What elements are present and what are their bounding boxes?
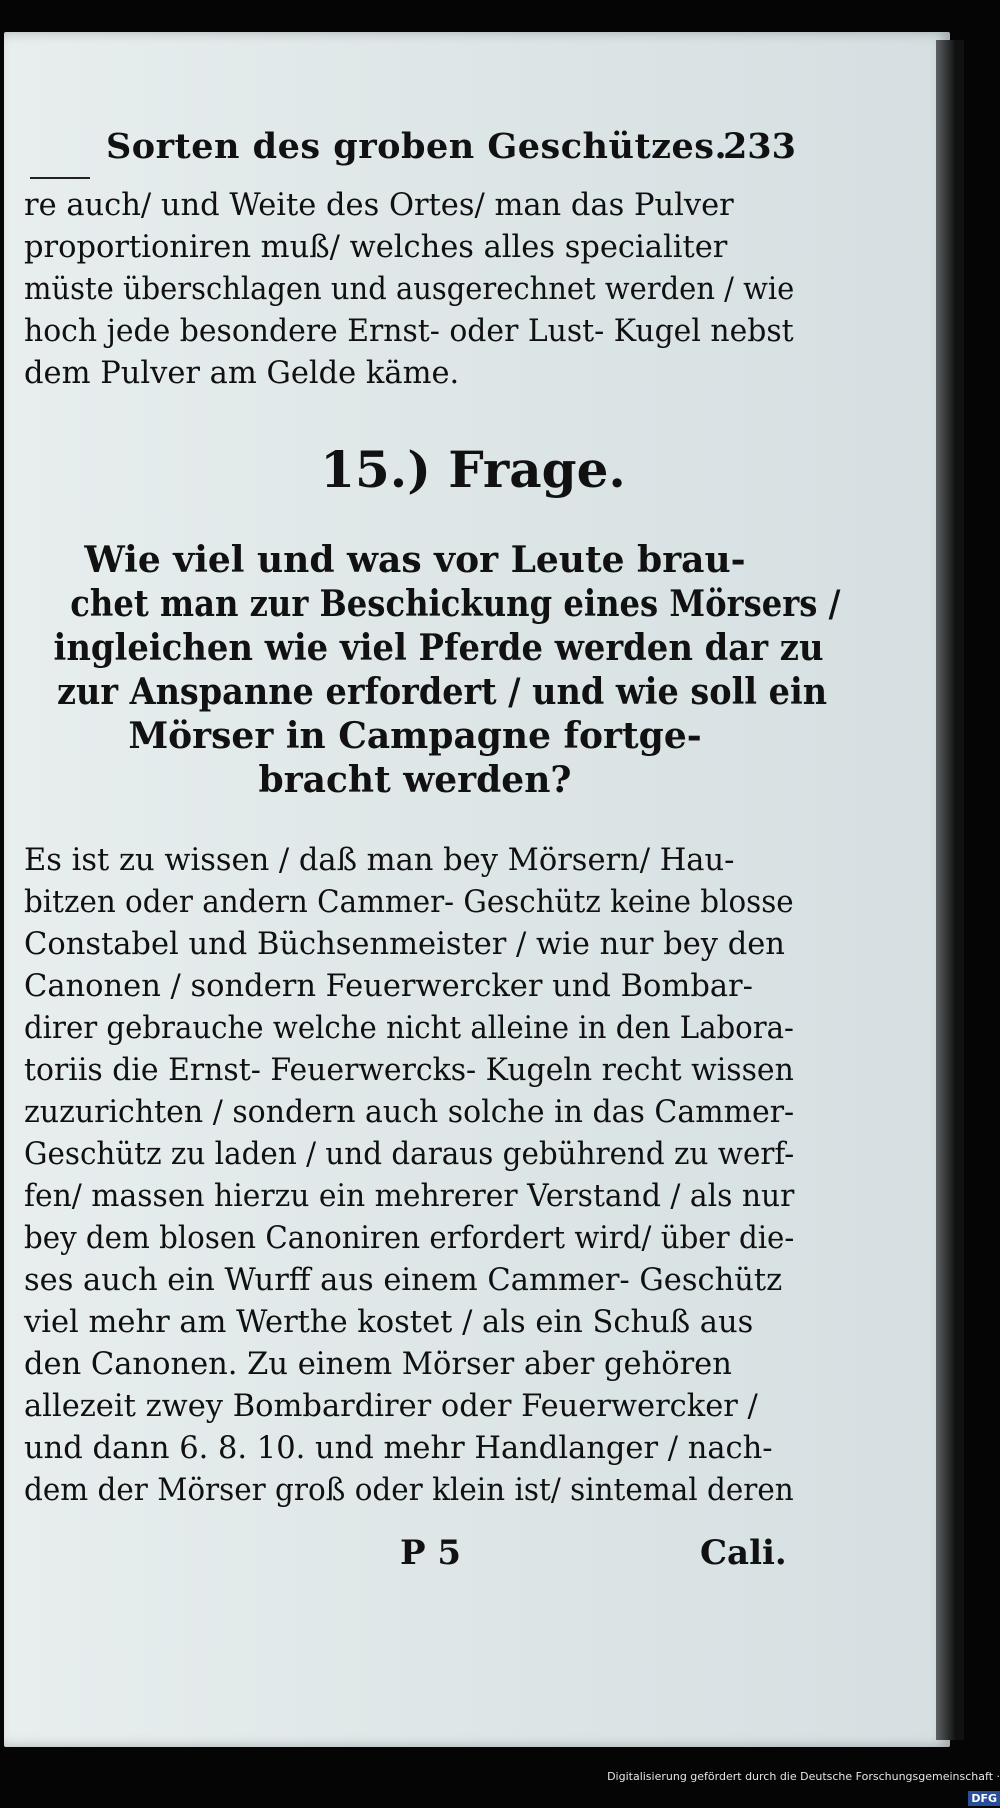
text-line: proportioniren muß/ welches alles specialiter <box>24 230 728 265</box>
question-heading <box>30 538 841 802</box>
dfg-logo: DFG <box>968 1791 1000 1806</box>
text-line: Geschütz zu laden / und daraus gebührend zu werf- <box>24 1137 795 1172</box>
question-line: Mörser in Campagne fortge- <box>128 715 702 757</box>
text-line: Constabel und Büchsenmeister / wie nur bey den <box>24 927 785 962</box>
page-edge-shadow <box>936 40 964 1740</box>
text-line: toriis die Ernst- Feuerwercks- Kugeln recht wissen <box>24 1053 794 1088</box>
question-number-heading: 15.) Frage. <box>320 440 626 499</box>
page-header <box>88 126 796 176</box>
question-line: chet man zur Beschickung eines Mörsers / <box>70 583 841 625</box>
text-line: ses auch ein Wurff aus einem Cammer- Geschütz <box>24 1263 783 1298</box>
text-line: allezeit zwey Bombardirer oder Feuerwercker / <box>24 1389 758 1424</box>
text-line: zuzurichten / sondern auch solche in das Cammer- <box>24 1095 795 1130</box>
text-line: Canonen / sondern Feuerwercker und Bombar- <box>24 969 753 1004</box>
page-number: 233 <box>722 126 796 167</box>
question-line: ingleichen wie viel Pferde werden dar zu <box>53 627 824 669</box>
text-line: viel mehr am Werthe kostet / als ein Schuß aus <box>24 1305 754 1340</box>
text-line: dem Pulver am Gelde käme. <box>24 356 460 391</box>
question-line: Wie viel und was vor Leute brau- <box>84 539 746 581</box>
text-line: bey dem blosen Canoniren erfordert wird/ über die- <box>24 1221 795 1256</box>
text-line: dem der Mörser groß oder klein ist/ sintemal deren <box>24 1473 794 1508</box>
question-line: zur Anspanne erfordert / und wie soll ein <box>56 671 828 713</box>
catchword: Cali. <box>700 1533 787 1573</box>
text-line: fen/ massen hierzu ein mehrerer Verstand / als nur <box>24 1179 795 1214</box>
footer-credit: Digitalisierung gefördert durch die Deutsche Forschungsgemeinschaft · <box>607 1770 1000 1783</box>
signature-mark: P 5 <box>400 1533 462 1573</box>
text-line: den Canonen. Zu einem Mörser aber gehören <box>24 1347 732 1382</box>
question-line: bracht werden? <box>258 759 572 801</box>
text-line: hoch jede besondere Ernst- oder Lust- Kugel nebst <box>24 314 794 349</box>
text-line: direr gebrauche welche nicht alleine in den Labora- <box>24 1011 794 1046</box>
digitization-footer <box>600 1766 1000 1805</box>
paragraph-continuation <box>24 185 794 395</box>
text-line: bitzen oder andern Cammer- Geschütz keine blosse <box>24 885 794 920</box>
answer-paragraph <box>24 840 794 1512</box>
text-line: und dann 6. 8. 10. und mehr Handlanger / nach- <box>24 1431 773 1466</box>
header-rule <box>30 177 90 179</box>
text-line: Es ist zu wissen / daß man bey Mörsern/ Hau- <box>24 843 735 878</box>
text-line: re auch/ und Weite des Ortes/ man das Pulver <box>24 188 734 223</box>
running-title: Sorten des groben Geschützes. <box>106 126 728 167</box>
text-line: müste überschlagen und ausgerechnet werden / wie <box>24 272 795 307</box>
